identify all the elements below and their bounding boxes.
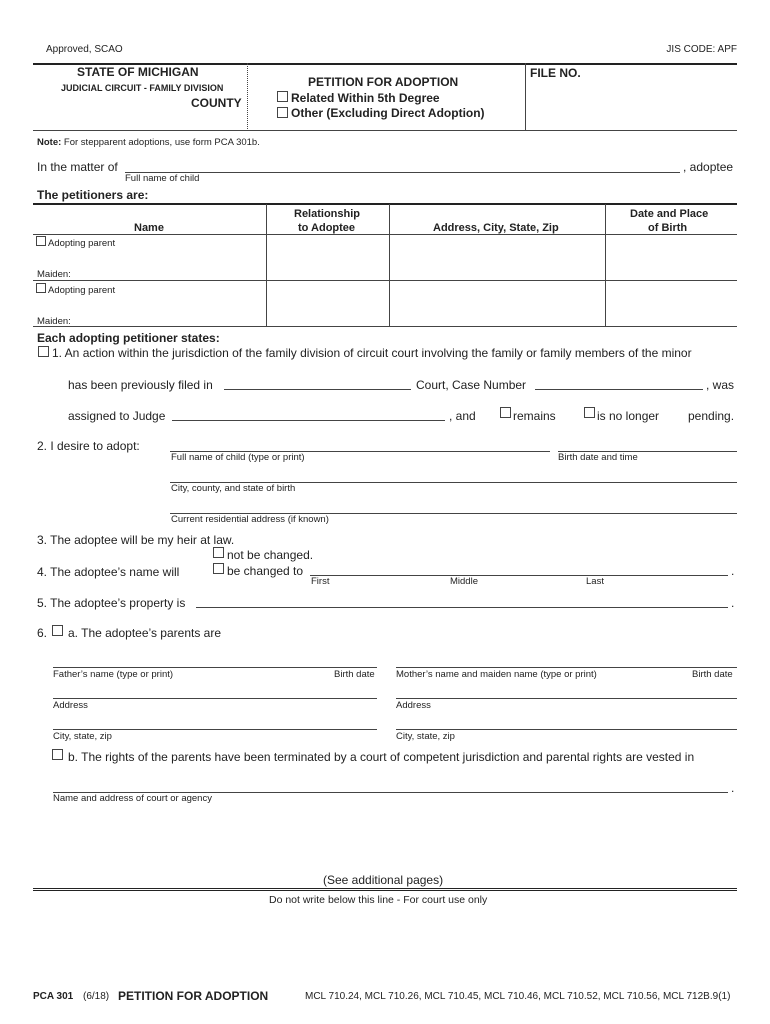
related-checkbox[interactable] (277, 91, 288, 102)
matter-prefix: In the matter of (37, 160, 118, 174)
item4-label: 4. The adoptee’s name will (37, 565, 180, 579)
item5-label: 5. The adoptee’s property is (37, 596, 186, 610)
matter-suffix: , adoptee (683, 160, 734, 174)
last-caption: Last (586, 576, 604, 587)
related-label: Related Within 5th Degree (291, 91, 440, 105)
col-relationship-2: to Adoptee (298, 222, 356, 234)
table-col-line-3 (605, 204, 606, 326)
form-title: PETITION FOR ADOPTION (308, 75, 459, 89)
jis-code: JIS CODE: APF (666, 44, 737, 55)
mother-birth-caption: Birth date (692, 669, 733, 680)
case-number-line[interactable] (535, 389, 703, 390)
father-line[interactable] (53, 667, 377, 668)
adopt-birth-caption: Birth date and time (558, 452, 638, 463)
mother-caption: Mother’s name and maiden name (type or print) (396, 669, 597, 680)
other-label: Other (Excluding Direct Adoption) (291, 106, 485, 120)
item6-number: 6. (37, 626, 48, 640)
changed-label: be changed to (227, 564, 304, 578)
father-birth-caption: Birth date (334, 669, 375, 680)
header-divider-1 (247, 63, 248, 131)
item3-text: 3. The adoptee will be my heir at law. (37, 533, 235, 547)
form-code: PCA 301 (33, 991, 74, 1002)
court-use-notice: Do not write below this line - For court use only (269, 894, 488, 906)
approval-note: Approved, SCAO (46, 44, 123, 55)
adopt-name-caption: Full name of child (type or print) (171, 452, 305, 463)
item2-label: 2. I desire to adopt: (37, 439, 140, 453)
changed-checkbox[interactable] (213, 563, 224, 574)
mother-address-line[interactable] (396, 698, 737, 699)
no-longer-checkbox[interactable] (584, 407, 595, 418)
mother-line[interactable] (396, 667, 737, 668)
court-use-divider (33, 888, 737, 891)
see-additional-pages: (See additional pages) (323, 873, 444, 887)
not-changed-checkbox[interactable] (213, 547, 224, 558)
pending-label: pending. (688, 409, 735, 423)
new-name-line[interactable] (310, 575, 728, 576)
property-line[interactable] (196, 607, 728, 608)
court-agency-caption: Name and address of court or agency (53, 793, 212, 804)
table-header-line (33, 234, 737, 235)
court-name: JUDICIAL CIRCUIT - FAMILY DIVISION (61, 83, 224, 93)
col-relationship-1: Relationship (294, 208, 361, 220)
item6a-text: a. The adoptee’s parents are (68, 626, 221, 640)
item6a-checkbox[interactable] (52, 625, 63, 636)
item1-case-number: Court, Case Number (416, 378, 527, 392)
father-address-line[interactable] (53, 698, 377, 699)
item1-text: 1. An action within the jurisdiction of the family division of circuit court involving the family or family members of the minor (52, 346, 692, 360)
mother-city-caption: City, state, zip (396, 731, 455, 742)
table-row-line (33, 280, 737, 281)
header-divider-2 (525, 63, 526, 131)
item1-and: , and (449, 409, 476, 423)
col-dob-1: Date and Place (630, 208, 709, 220)
adopting-parent-label-2: Adopting parent (48, 285, 116, 296)
court-line[interactable] (224, 389, 411, 390)
judge-line[interactable] (172, 420, 445, 421)
table-col-line-2 (389, 204, 390, 326)
mother-city-line[interactable] (396, 729, 737, 730)
file-no-field[interactable] (530, 82, 730, 126)
residence-caption: Current residential address (if known) (171, 514, 329, 525)
item1-was: , was (706, 378, 735, 392)
no-longer-label: is no longer (597, 409, 660, 423)
remains-checkbox[interactable] (500, 407, 511, 418)
first-caption: First (311, 576, 330, 587)
not-changed-label: not be changed. (227, 548, 314, 562)
col-address: Address, City, State, Zip (433, 222, 559, 234)
birth-place-caption: City, county, and state of birth (171, 483, 296, 494)
maiden-label-1: Maiden: (37, 269, 71, 280)
states-heading: Each adopting petitioner states: (37, 331, 220, 345)
footer-citations: MCL 710.24, MCL 710.26, MCL 710.45, MCL 710.46, MCL 710.52, MCL 710.56, MCL 712B.9(1) (305, 991, 731, 1002)
col-name: Name (134, 222, 164, 234)
child-name-caption: Full name of child (125, 173, 200, 184)
petitioners-heading: The petitioners are: (37, 188, 149, 202)
remains-label: remains (513, 409, 556, 423)
adopting-parent-checkbox-2[interactable] (36, 283, 46, 293)
father-city-line[interactable] (53, 729, 377, 730)
father-city-caption: City, state, zip (53, 731, 112, 742)
county-label: COUNTY (191, 96, 242, 110)
item4-period: . (731, 564, 735, 578)
middle-caption: Middle (450, 576, 478, 587)
item6b-checkbox[interactable] (52, 749, 63, 760)
maiden-label-2: Maiden: (37, 316, 71, 327)
child-name-line[interactable] (125, 172, 680, 173)
item1-judge: assigned to Judge (68, 409, 166, 423)
col-dob-2: of Birth (648, 222, 688, 234)
item6b-text: b. The rights of the parents have been terminated by a court of competent jurisdiction and parental rights are vested in (68, 750, 695, 764)
footer-form-name: PETITION FOR ADOPTION (118, 989, 269, 1003)
item1-checkbox[interactable] (38, 346, 49, 357)
table-col-line-1 (266, 204, 267, 326)
stepparent-note: Note: For stepparent adoptions, use form PCA 301b. (37, 137, 260, 148)
father-caption: Father’s name (type or print) (53, 669, 174, 680)
father-address-caption: Address (53, 700, 88, 711)
adopting-parent-label-1: Adopting parent (48, 238, 116, 249)
form-revision: (6/18) (83, 991, 110, 1002)
adopting-parent-checkbox-1[interactable] (36, 236, 46, 246)
state-name: STATE OF MICHIGAN (77, 65, 199, 79)
item6b-period: . (731, 781, 735, 795)
file-no-label: FILE NO. (530, 66, 581, 80)
other-checkbox[interactable] (277, 107, 288, 118)
mother-address-caption: Address (396, 700, 431, 711)
item1-filed-in: has been previously filed in (68, 378, 213, 392)
item5-period: . (731, 596, 735, 610)
